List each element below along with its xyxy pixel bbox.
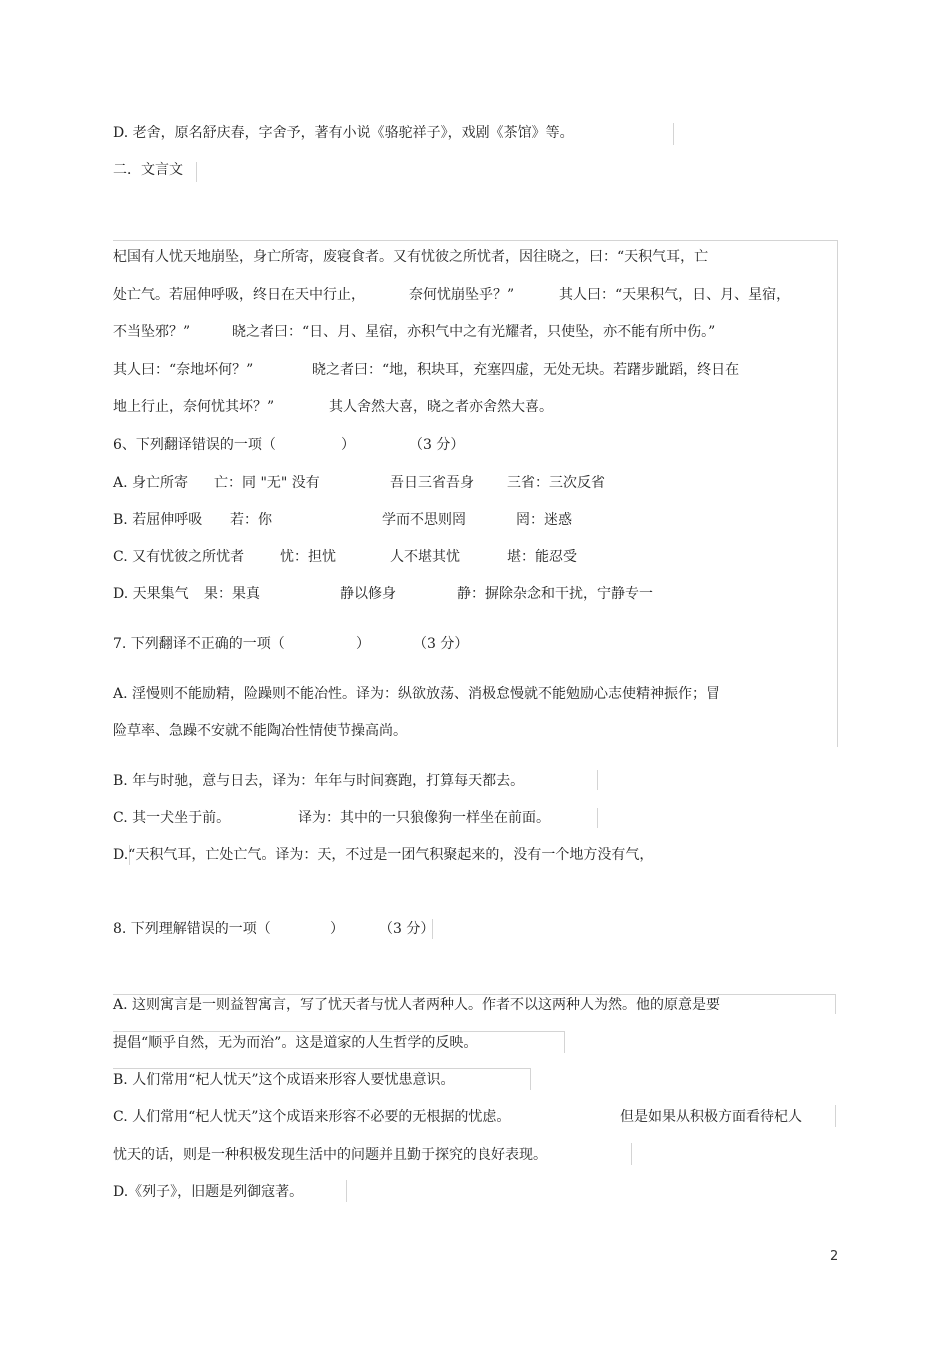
q7-option-b: B. 年与时驰，意与日去，译为：年年与时间赛跑，打算每天都去。 (113, 773, 525, 789)
q7-stem-text: 7. 下列翻译不正确的一项（ (113, 636, 285, 652)
passage-segment: 晓之者曰：“地，积块耳，充塞四虚，无处无块。若躇步跐蹈，终日在 (312, 362, 740, 378)
scan-line (835, 994, 836, 1014)
passage-segment: 其人曰：“天果积气，日、月、星宿， (559, 287, 791, 303)
option-note: 果：果真 (204, 586, 260, 602)
option-text: C. 又有忧彼之所忧者 (113, 549, 245, 565)
option-text: 但是如果从积极方面看待杞人 (620, 1109, 802, 1125)
section-title: 二．文言文 (113, 162, 183, 178)
q7-option-d: D.“天积气耳，亡处亡气。译为：天，不过是一团气积聚起来的，没有一个地方没有气， (113, 847, 654, 863)
q6-stem-text: 6、下列翻译错误的一项（ (113, 437, 276, 453)
option-text: C. 人们常用“杞人忧天”这个成语来形容不必要的无根据的忧虑。 (113, 1109, 511, 1125)
scan-line (631, 1143, 632, 1165)
scan-line (597, 808, 598, 828)
option-translation: 译为：其中的一只狼像狗一样坐在前面。 (298, 810, 550, 826)
passage-segment: 处亡气。若屈伸呼吸，终日在天中行止， (113, 287, 365, 303)
scan-line (113, 1031, 565, 1032)
q8-score: （3 分） (379, 921, 435, 937)
option-text: 学而不思则罔 (382, 512, 466, 528)
option-text: C. 其一犬坐于前。 (113, 810, 231, 826)
scan-line (530, 1068, 531, 1090)
option-note: 三省：三次反省 (507, 475, 605, 491)
option-text: A. 身亡所寄 (113, 475, 189, 491)
scan-line (113, 1068, 531, 1069)
scan-line (835, 1105, 836, 1127)
q8-option-c-line-2: 忧天的话，则是一种积极发现生活中的问题并且勤于探究的良好表现。 (113, 1147, 547, 1163)
q6-score: （3 分） (409, 437, 465, 453)
option-text: B. 若屈伸呼吸 (113, 512, 203, 528)
q6-answer-close: ） (341, 437, 355, 453)
q8-option-a-line-1: A. 这则寓言是一则益智寓言，写了忧天者与忧人者两种人。作者不以这两种人为然。他的原意是要 (113, 997, 721, 1013)
option-note: 堪：能忍受 (507, 549, 577, 565)
option-note: 亡：同 "无" 没有 (214, 475, 320, 491)
scan-line (673, 123, 674, 145)
scan-line (113, 240, 838, 241)
passage-segment: 奈何忧崩坠乎？” (409, 287, 515, 303)
q7-option-a-line-1: A. 淫慢则不能励精，险躁则不能冶性。译为：纵欲放荡、消极怠慢就不能勉励心志使精神振作；冒 (113, 686, 721, 702)
passage-segment: 其人舍然大喜，晓之者亦舍然大喜。 (329, 399, 553, 415)
option-text: 静以修身 (340, 586, 396, 602)
passage-line-1: 杞国有人忧天地崩坠，身亡所寄，废寝食者。又有忧彼之所忧者，因往晓之，曰：“天积气耳，亡 (113, 249, 709, 265)
q7-score: （3 分） (413, 636, 469, 652)
option-note: 若：你 (230, 512, 272, 528)
q7-option-a-line-2: 险草率、急躁不安就不能陶冶性情使节操高尚。 (113, 723, 407, 739)
passage-segment: 地上行止，奈何忧其坏？” (113, 399, 275, 415)
passage-segment: 其人曰：“奈地坏何？” (113, 362, 254, 378)
scan-line (346, 1180, 347, 1202)
q7-answer-close: ） (356, 636, 370, 652)
q5-option-d: D. 老舍，原名舒庆春，字舍予，著有小说《骆驼祥子》，戏剧《茶馆》等。 (113, 125, 574, 141)
option-text: 吾日三省吾身 (390, 475, 474, 491)
q8-option-d: D.《列子》，旧题是列御寇著。 (113, 1184, 304, 1200)
page-number: 2 (830, 1249, 839, 1264)
passage-segment: 晓之者曰：“日、月、星宿，亦积气中之有光耀者，只使坠，亦不能有所中伤。” (232, 324, 716, 340)
scan-line (564, 1031, 565, 1053)
option-note: 罔：迷惑 (516, 512, 572, 528)
scan-line (597, 770, 598, 790)
option-text: 人不堪其忧 (390, 549, 460, 565)
option-note: 静：摒除杂念和干扰，宁静专一 (457, 586, 653, 602)
q8-option-b: B. 人们常用“杞人忧天”这个成语来形容人要忧患意识。 (113, 1072, 455, 1088)
option-text: D. 天果集气 (113, 586, 189, 602)
q8-stem-text: 8. 下列理解错误的一项（ (113, 921, 271, 937)
option-note: 忧：担忧 (280, 549, 336, 565)
q8-answer-close: ） (330, 921, 344, 937)
passage-segment: 不当坠邪？” (113, 324, 191, 340)
scan-line (837, 241, 838, 747)
scan-line (196, 162, 197, 182)
q8-option-a-line-2: 提倡“顺乎自然，无为而治”。这是道家的人生哲学的反映。 (113, 1035, 478, 1051)
